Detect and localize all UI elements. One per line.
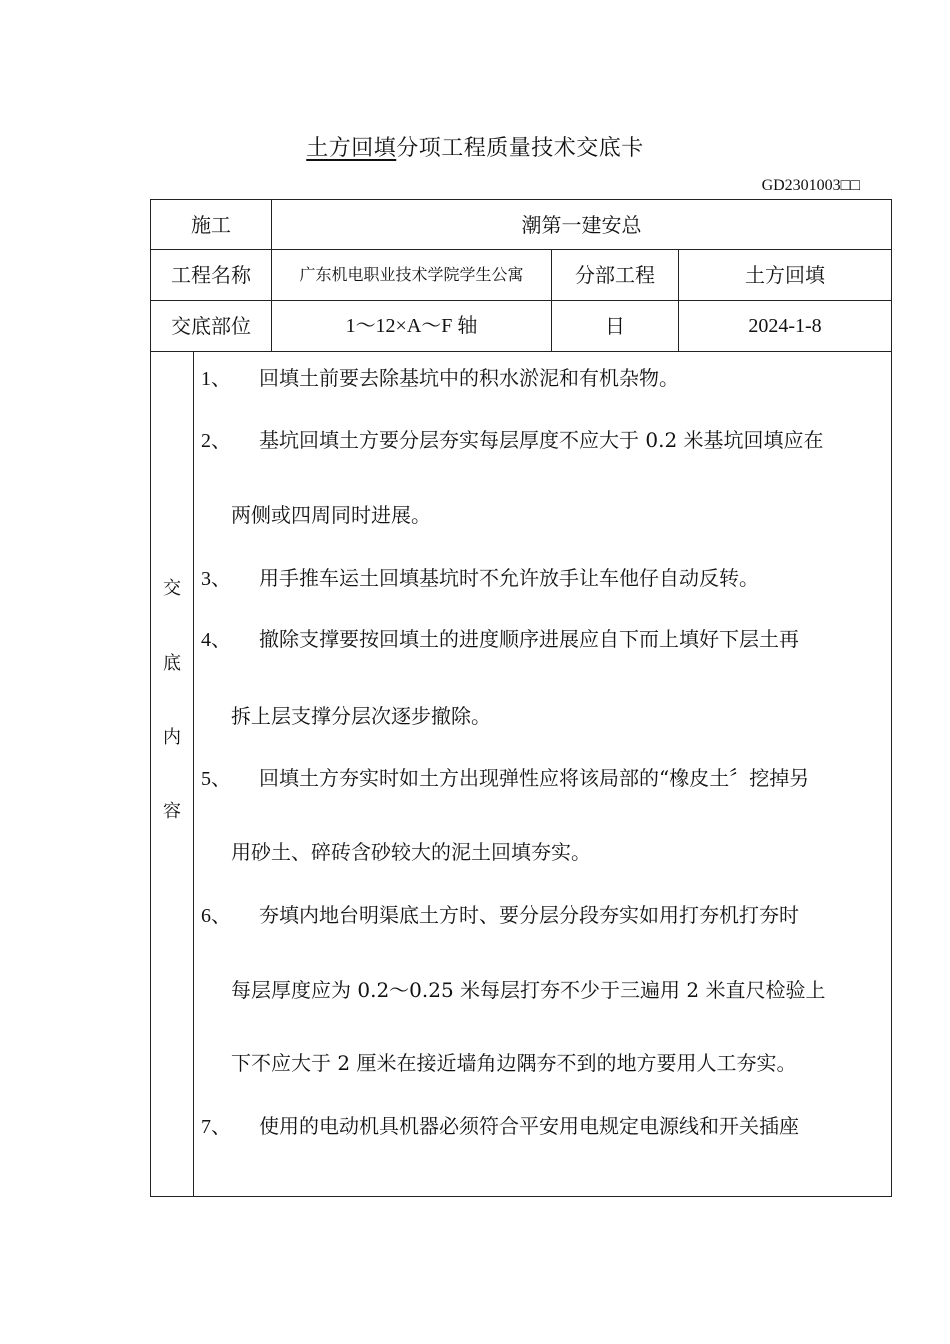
content-label-char: 内 (163, 727, 181, 748)
sub-project-label: 分部工程 (575, 263, 655, 287)
list-item (201, 566, 891, 591)
item-text-continued: 拆上层支撑分层次逐步撤除。 (231, 704, 491, 728)
item-text: 回填土方夯实时如土方出现弹性应将该局部的“橡皮土〞挖掉另 (259, 766, 810, 790)
page-title (0, 134, 950, 164)
item-text: 使用的电动机具机器必须符合平安用电规定电源线和开关插座 (259, 1114, 799, 1138)
form-code: GD2301003□□ (761, 177, 860, 194)
disclosure-form (150, 199, 892, 1197)
item-text-continued: 下不应大于 2 厘米在接近墙角边隅夯不到的地方要用人工夯实。 (231, 1051, 797, 1075)
title-rest: 分项工程质量技术交底卡 (396, 136, 644, 161)
item-number: 7、 (201, 1116, 231, 1138)
list-item (201, 903, 891, 928)
item-text: 撤除支撑要按回填土的进度顺序进展应自下而上填好下层土再 (259, 627, 799, 651)
item-number: 2、 (201, 430, 231, 452)
list-item (201, 766, 891, 791)
item-text: 回填土前要去除基坑中的积水淤泥和有机杂物。 (259, 366, 679, 390)
list-item (201, 627, 891, 652)
list-item (201, 1114, 891, 1139)
content-label-char: 容 (163, 801, 181, 822)
construction-label: 施工 (191, 212, 231, 237)
construction-value: 潮第一建安总 (521, 212, 642, 237)
sub-project-value: 土方回填 (745, 263, 825, 287)
item-text-continued: 用砂土、碎砖含砂较大的泥土回填夯实。 (231, 840, 591, 864)
date-value: 2024-1-8 (748, 315, 822, 337)
content-label-char: 交 (163, 578, 181, 599)
item-number: 3、 (201, 568, 231, 590)
item-text-continued: 两侧或四周同时进展。 (231, 503, 431, 527)
item-text: 基坑回填土方要分层夯实每层厚度不应大于 0.2 米基坑回填应在 (259, 428, 824, 452)
item-number: 1、 (201, 368, 231, 390)
item-number: 6、 (201, 905, 231, 927)
list-item (201, 428, 891, 453)
row-divider (151, 351, 891, 352)
item-text-continued: 每层厚度应为 0.2～0.25 米每层打夯不少于三遍用 2 米直尺检验上 (231, 978, 826, 1002)
item-number: 4、 (201, 629, 231, 651)
location-value: 1～12×A～F 轴 (345, 315, 478, 337)
content-label-char: 底 (163, 653, 181, 674)
project-name-label: 工程名称 (171, 263, 251, 287)
title-underlined-part: 土方回填 (306, 136, 397, 161)
date-label: 日 (605, 314, 625, 338)
project-name-value: 广东机电职业技术学院学生公寓 (299, 265, 524, 284)
list-item (201, 366, 891, 391)
item-number: 5、 (201, 768, 231, 790)
item-text: 夯填内地台明渠底土方时、要分层分段夯实如用打夯机打夯时 (259, 903, 799, 927)
col-divider (193, 351, 194, 1196)
item-text: 用手推车运土回填基坑时不允许放手让车他仔自动反转。 (259, 566, 759, 590)
location-label: 交底部位 (171, 314, 251, 338)
